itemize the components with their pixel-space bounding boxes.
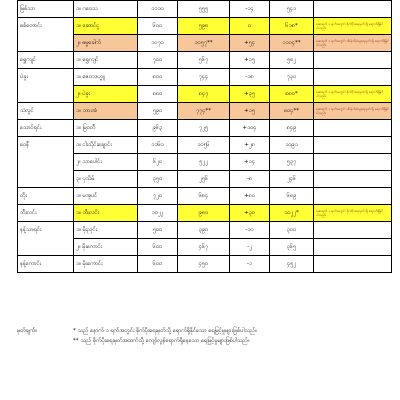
footnotes [17, 326, 391, 346]
level-day1-cell: ၇၂၅ [178, 120, 230, 137]
level-day2-cell: ၁၀၉၁ [270, 137, 314, 154]
level-day1-cell: ၈၄၇ [178, 86, 230, 103]
table-row [18, 18, 392, 35]
level-day1-cell: ၂၅၆ [178, 171, 230, 188]
table-row [18, 188, 392, 205]
change-cell: +၈၀ [230, 188, 270, 205]
level-day1-cell: ၇၄၄ [178, 69, 230, 86]
city-cell [18, 35, 74, 52]
level-day1-cell: ၅၂၂ [178, 154, 230, 171]
level-day2-cell: ၈၈၀* [270, 86, 314, 103]
remark-cell [314, 256, 392, 273]
level-day2-cell: ၈၄၉ [270, 120, 314, 137]
station-cell: ၁။ မိုးကောင်း [74, 256, 138, 273]
city-cell [18, 154, 74, 171]
table-row [18, 256, 392, 273]
city-cell: သံလွင် [18, 103, 74, 120]
remark-cell: ဆေးရက် ၁ ရက်အတွင်း ထိန်းသိမ်းမှုရေးမှတ်သို့ ရောက်ရှိနိုင်ပါသည်။ [314, 35, 392, 52]
level-day2-cell: ၁၀၂၂* [270, 205, 314, 222]
city-cell: ဝေနီ [18, 137, 74, 154]
station-cell: ၁။ မြဝတီ [74, 120, 138, 137]
level-day1-cell: ၃၉၀ [178, 222, 230, 239]
table-row [18, 205, 392, 222]
city-cell: ပဲခူး [18, 69, 74, 86]
remark-cell [314, 222, 392, 239]
level-day1-cell: ၉၈၀ [178, 205, 230, 222]
level-day1-cell: ၄၆၇ [178, 239, 230, 256]
table-row [18, 239, 392, 256]
change-cell: +၁၀၄ [230, 120, 270, 137]
reference-level-cell: ၈၀၀ [138, 69, 178, 86]
level-day2-cell: ၃၆၅ [270, 239, 314, 256]
city-cell: နန့်ကောင်း [18, 256, 74, 273]
reference-level-cell: ၆၀၀ [138, 18, 178, 35]
city-cell: နန့်သာရင်း [18, 222, 74, 239]
station-cell: ၂။ ဓမ္မခေါက် [74, 35, 138, 52]
remark-cell: ဆေးရက် ၁ ရက်အတွင်း ထိန်းသိမ်းမှုရေးမှတ်သို့ ရောက်ရှိနိုင်ပါသည်။ [314, 103, 392, 120]
station-cell: ၁။ ဆောင်ငူ [74, 18, 138, 35]
change-cell: -၁၄ [230, 1, 270, 18]
reference-level-cell: ၁၁၆၀ [138, 137, 178, 154]
city-cell: တိုး [18, 188, 74, 205]
change-cell: -၂ [230, 239, 270, 256]
level-day1-cell: ၁၀၅၆ [178, 137, 230, 154]
reference-level-cell: ၃၅၀ [138, 171, 178, 188]
station-cell: ၁။ ဂဝေသ [74, 1, 138, 18]
change-cell: -၁ [230, 256, 270, 273]
level-day2-cell: ၆၁၈* [270, 18, 314, 35]
table-row [18, 35, 392, 52]
station-cell: ၁။ မိုးညှင်း [74, 222, 138, 239]
reference-level-cell: ၈၈၀ [138, 86, 178, 103]
city-cell: ရွှေကျင် [18, 52, 74, 69]
change-cell: -၈ [230, 171, 270, 188]
table-row [18, 1, 392, 18]
remark-cell: ဆေးရက် ၁ ရက်အတွင်း စိုက်ပိုးရေးမှတ်သို့ ရောက်ရှိနိုင်ပါသည်။ [314, 205, 392, 222]
city-cell: မြစ်သာ [18, 1, 74, 18]
reference-level-cell: ၆၀၀ [138, 239, 178, 256]
level-day2-cell: ၇၃၀ [270, 69, 314, 86]
remark-cell [314, 188, 392, 205]
remark-cell [314, 120, 392, 137]
station-cell: ၁။ ဘီးလင်း [74, 205, 138, 222]
city-cell [18, 171, 74, 188]
table-row [18, 120, 392, 137]
level-day1-cell: ၁၀၅၇** [178, 35, 230, 52]
remark-cell: ဆေးရက် ၁ ရက်အတွင်း စိုက်ပိုးရေးမှတ်သို့ ရောက်ရှိနိုင်ပါသည်။ [314, 86, 392, 103]
change-cell: +၃၀ [230, 205, 270, 222]
city-cell [18, 239, 74, 256]
change-cell: +၅၄ [230, 35, 270, 52]
level-day1-cell: ၄၅၀ [178, 256, 230, 273]
footnote-double-star: ** သည် စိုက်ပိုးရေးမှတ်အထက်သို့ ကျော်လွန်ရောက်ရှိနေသော ရေမြင့်မှုများဖြစ်ပါသည်။ [73, 338, 250, 344]
change-cell: -၁၀ [230, 222, 270, 239]
table-row [18, 52, 392, 69]
level-day2-cell: ၆၈၉ [270, 188, 314, 205]
remark-cell [314, 154, 392, 171]
reference-level-cell: ၁၀၇၀ [138, 35, 178, 52]
reference-level-cell: ၇၀၀ [138, 52, 178, 69]
station-cell: ၁။ ငါးသိုင်းချောင်း [74, 137, 138, 154]
table-row [18, 222, 392, 239]
table-row [18, 154, 392, 171]
change-cell: +၂၈ [230, 137, 270, 154]
station-cell: ၁။ မအူပင် [74, 188, 138, 205]
remark-cell [314, 1, 392, 18]
change-cell: -၁၈ [230, 69, 270, 86]
footnote-row-2 [17, 336, 391, 346]
level-day2-cell: ၈၀၄** [270, 103, 314, 120]
change-cell: +၃၅ [230, 86, 270, 103]
station-cell: ၁။ ဇေတဒဟ္မူ [74, 69, 138, 86]
table-body [18, 1, 392, 273]
footnote-row-1 [17, 326, 391, 336]
level-day2-cell: ၃၀၀ [270, 222, 314, 239]
change-cell: +၁၅ [230, 52, 270, 69]
change-cell: +၁၅ [230, 103, 270, 120]
table-row [18, 86, 392, 103]
table-row [18, 171, 392, 188]
level-day1-cell: ၅၉၈ [178, 18, 230, 35]
level-day1-cell: ၆၈၄ [178, 188, 230, 205]
city-cell: သောင်ရင်း [18, 120, 74, 137]
table-row [18, 103, 392, 120]
table-row [18, 137, 392, 154]
footnote-single-star: * သည် နောက် ၁ ရက်အတွင်း စိုက်ပိုးရေးမှတ်သို့ ရောက်ရှိနိုင်သော ရေမြင့်မှုများဖြစ်ပါသည်။ [73, 328, 257, 334]
level-day2-cell: ၅၈၂ [270, 52, 314, 69]
level-day1-cell: ၇၇၄** [178, 103, 230, 120]
reference-level-cell: ၅၉၀ [138, 103, 178, 120]
station-cell: ၂။ သာပေါင်း [74, 154, 138, 171]
city-cell: စစ်တောင်း [18, 18, 74, 35]
level-day2-cell: ၁၁၀၄** [270, 35, 314, 52]
footnote-label: မှတ်ချက်။ [17, 328, 37, 334]
reference-level-cell: ၆၀၀ [138, 256, 178, 273]
level-day2-cell: ၅၄၁ [270, 1, 314, 18]
level-day1-cell: ၅၅၅ [178, 1, 230, 18]
station-cell: ၁။ ရွှေကျင် [74, 52, 138, 69]
reference-level-cell: ၇၂၀ [138, 188, 178, 205]
level-day1-cell: ၅၆၇ [178, 52, 230, 69]
station-cell: ၂။ မိုးကောင်း [74, 239, 138, 256]
level-day2-cell: ၄၅၂ [270, 256, 314, 273]
remark-cell [314, 171, 392, 188]
water-level-table [17, 0, 392, 273]
remark-cell [314, 137, 392, 154]
station-cell: ၃။ ပုသိမ် [74, 171, 138, 188]
reference-level-cell: ၅၀၀ [138, 222, 178, 239]
station-cell: ၂။ ပဲခူး [74, 86, 138, 103]
remark-cell: ဆေးရက် ၁ ရက်အတွင်း စိုက်ပိုးရေးမှတ်သို့ ရောက်ရှိနိုင်ပါသည်။ [314, 18, 392, 35]
reference-level-cell: ၁၀၂၂ [138, 205, 178, 222]
reference-level-cell: ၆၂၀ [138, 154, 178, 171]
change-cell: +၁၄ [230, 154, 270, 171]
level-day2-cell: ၂၄၆ [270, 171, 314, 188]
city-cell [18, 86, 74, 103]
city-cell: ဘီးလင်း [18, 205, 74, 222]
remark-cell [314, 52, 392, 69]
level-day2-cell: ၅၃၇ [270, 154, 314, 171]
remark-cell [314, 69, 392, 86]
remark-cell [314, 239, 392, 256]
station-cell: ၁။ ဘားအံ [74, 103, 138, 120]
reference-level-cell: ၁၁၁၀ [138, 1, 178, 18]
table-row [18, 69, 392, 86]
change-cell: ၀ [230, 18, 270, 35]
reference-level-cell: ၉၆၃ [138, 120, 178, 137]
